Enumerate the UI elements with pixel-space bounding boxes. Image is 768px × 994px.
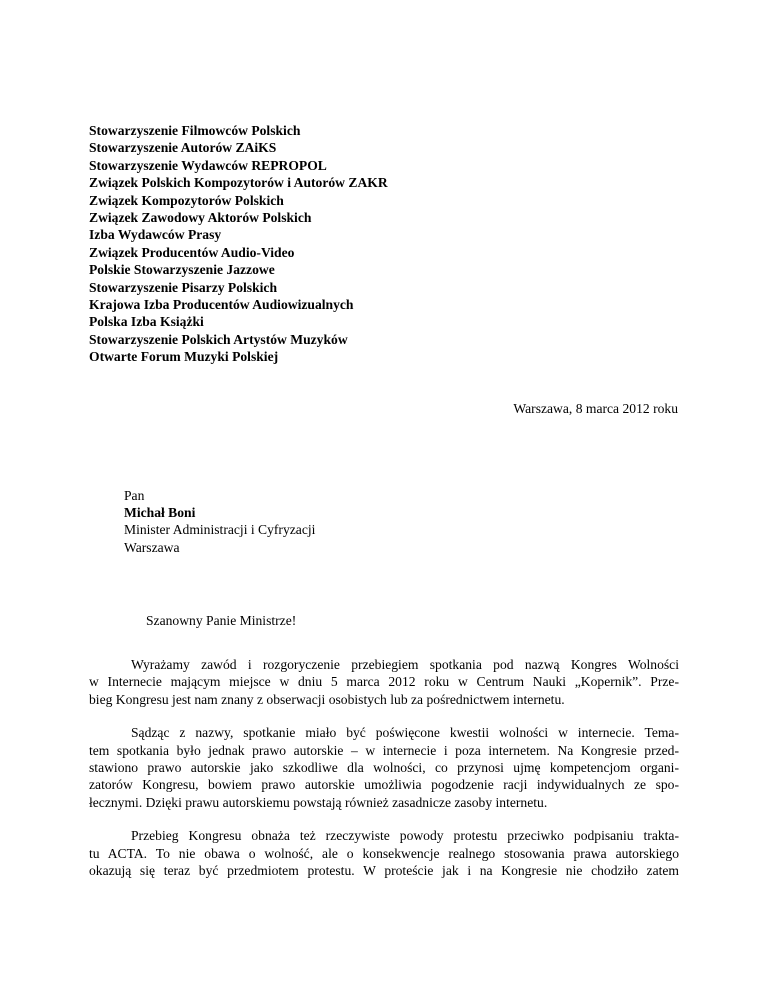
organization-name: Związek Zawodowy Aktorów Polskich: [89, 210, 312, 226]
paragraph-line: w Internecie mającym miejsce w dniu 5 marca 2012 roku w Centrum Nauki „Kopernik”. Prze-: [89, 674, 679, 690]
organization-name: Otwarte Forum Muzyki Polskiej: [89, 349, 279, 365]
paragraph-line: tu ACTA. To nie obawa o wolność, ale o konsekwencje realnego stosowania prawa autorskiego: [89, 845, 679, 861]
organization-name: Polska Izba Książki: [89, 314, 204, 330]
organization-name: Związek Polskich Kompozytorów i Autorów ZAKR: [89, 175, 388, 191]
paragraph-line: łecznymi. Dzięki prawu autorskiemu powstają również zasadnicze zasoby internetu.: [89, 794, 548, 810]
body-paragraph-3: [89, 827, 679, 879]
organization-name: Stowarzyszenie Autorów ZAiKS: [89, 140, 277, 156]
organization-name: Stowarzyszenie Polskich Artystów Muzyków: [89, 331, 348, 347]
recipient-title: Pan: [124, 488, 145, 503]
organization-name: Stowarzyszenie Filmowców Polskich: [89, 123, 301, 138]
organization-name: Stowarzyszenie Wydawców REPROPOL: [89, 157, 327, 173]
paragraph-line: Przebieg Kongresu obnaża też rzeczywiste powody protestu przeciwko podpisaniu trakta-: [131, 828, 679, 844]
salutation: Szanowny Panie Ministrze!: [146, 613, 297, 628]
organization-name: Stowarzyszenie Pisarzy Polskich: [89, 279, 278, 295]
signatory-organizations-list: [89, 122, 689, 366]
paragraph-line: zatorów Kongresu, bowiem prawo autorskie umożliwia pogodzenie racji indywidualnych ze spo-: [89, 777, 679, 793]
letter-date: Warszawa, 8 marca 2012 roku: [513, 401, 678, 416]
paragraph-line: tem spotkania było jednak prawo autorskie – w internecie i poza internetem. Na Kongresie przed-: [89, 742, 679, 758]
recipient-block: [124, 487, 315, 556]
paragraph-line: stawiono prawo autorskie jako szkodliwe dla wolności, co przynosi ujmę kompetencjom organi-: [89, 760, 679, 776]
paragraph-line: Sądząc z nazwy, spotkanie miało być poświęcone kwestii wolności w internecie. Tema-: [131, 725, 679, 741]
paragraph-line: bieg Kongresu jest nam znany z obserwacji osobistych lub za pośrednictwem internetu.: [89, 691, 565, 707]
organization-name: Związek Kompozytorów Polskich: [89, 192, 284, 208]
letter-body: [89, 656, 679, 895]
organization-name: Krajowa Izba Producentów Audiowizualnych: [89, 297, 354, 313]
paragraph-line: Wyrażamy zawód i rozgoryczenie przebiegiem spotkania pod nazwą Kongres Wolności: [131, 657, 679, 672]
body-paragraph-1: [89, 656, 679, 708]
recipient-city: Warszawa: [124, 539, 180, 555]
recipient-position: Minister Administracji i Cyfryzacji: [124, 522, 316, 538]
organization-name: Związek Producentów Audio-Video: [89, 244, 295, 260]
paragraph-line: okazują się teraz być przedmiotem protestu. W proteście jak i na Kongresie nie chodziło zatem: [89, 863, 679, 879]
body-paragraph-2: [89, 724, 679, 811]
organization-name: Polskie Stowarzyszenie Jazzowe: [89, 262, 275, 278]
recipient-name: Michał Boni: [124, 505, 196, 521]
organization-name: Izba Wydawców Prasy: [89, 227, 222, 243]
